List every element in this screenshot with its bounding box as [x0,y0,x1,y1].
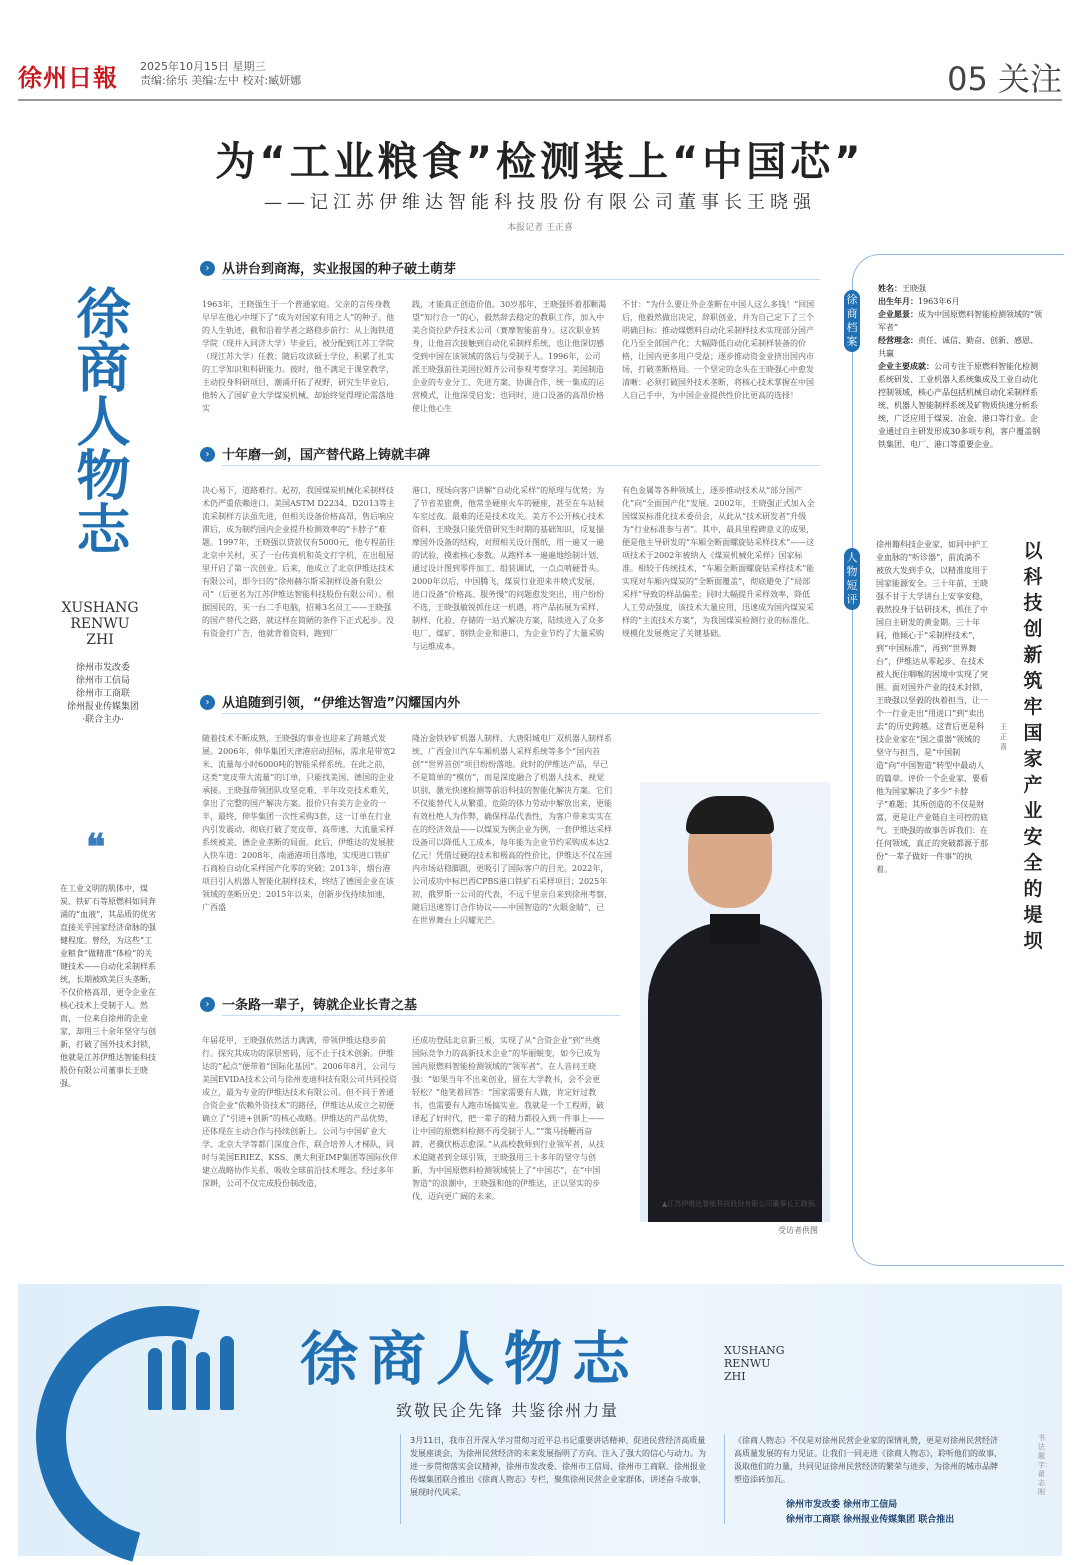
quote-mark-icon: ❝ [86,826,106,868]
body-text: 隆冶金铁砂矿机器人制样、大唐阳城电厂双机器人制样系统、广西金川汽车车厢机器人采样系统等多个“国内首创”“世界首创”项目纷纷落地。此时的伊维达产品，早已不是简单的“模仿”，而是深度融合了机器人技术、视觉识别、激光快速检测等前沿科技的智能化解决方案。它们不仅能替代人从繁重、危险的体力劳动中解放出来，更能有效杜绝人为作弊，确保样品代表性，为客户带来实实在在的经济效益——以煤炭为例企业为例，一套伊维达采样设备可以降低人工成本，每年能为企业节约采购成本达2亿元！凭借过硬的技术和极高的性价比，伊维达不仅在国内市场站稳脚跟，更吸引了国际客户的目光。2022年，公司成功中标巴西CPBS港口铁矿石采样项目；2025年初，俄罗斯一公司的代表，不远千里亲自来到徐州考察，随后迅速签订合作协议——中国智造的“火眼金睛”，已在世界舞台上闪耀光芒。 [412,734,612,925]
organizer-line: 徐州市工商联 徐州报业传媒集团 联合推出 [786,1515,955,1525]
profile-value: 责任、诚信、勤奋、创新、感恩、共赢 [878,336,1038,358]
person-icon [220,1336,234,1410]
profile-value: 王晓强 [902,284,926,293]
column-pinyin: XUSHANG RENWU ZHI [61,600,139,648]
article-headline: 为“工业粮食”检测装上“中国芯” [215,139,865,185]
body-text: 有色金属等各种领域上，逐步推动技术从“部分国产化”向“全面国产化”发展。2002年，王晓强正式加入全国煤炭标准化技术委员会，从此从“技术研发者”升级为“行业标准参与者”。其中，最具里程碑意义的成果，便是他主导研发的“车厢全断面螺旋钻采样技术”——这项技术于2002年被纳入《煤炭机械化采样》国家标准。相较于传统技术，“车厢全断面螺旋钻采样技术”能实现对车厢内煤炭的“全断面覆盖”，彻底避免了“局部采样”导致的样品偏差；同时大幅提升采样效率，降低人工劳动强度，该技术大量应用，迅速成为国内煤炭采样的“主流技术方案”，为我国煤炭检测行业的标准化、规模化发展奠定了关键基础。 [622,486,815,638]
comment-text: 徐州籍科技企业家，如同中护工业血脉的“听诊器”，前流淌不被放大发到手众，以精准度用于国家能源安全。三十年前，王晓强不甘于大学讲台上安享安稳，毅然投身于钻研技术，抓住了中国自主研发的黄金期。三十年间，他倾心于“采制样技术”，到“中国标准”，再到“世界舞台”，伊维达从零起步、在技术被人扼住咽喉的困境中实现了突围。面对国外产业的技术封锁，王晓强以坚毅的执着担当，让一个一行业走出“用进口”到“卖出去”的历史跨越。这背后更是科技企业家在“国之重器”领域的坚守与担当，是“中国制造”向“中国智造”转型中最动人的篇章。评价一个企业家，要看他为国家解决了多少“卡脖子”难题；其所创造的不仅是财富，更是让产业链自主可控的底气。王晓强的故事告诉我们：在任何领域，真正的突破都源于那份“一辈子做好一件事”的执着。 [876,540,988,874]
profile-label: 经营理念： [878,336,918,345]
section-header-1 [200,258,820,280]
section-header-3 [200,692,820,714]
calligraphy-credit: 书法题字：翟志刚 [1038,1434,1052,1496]
profile-value: 成为中国原燃料智能检测领域的“领军者” [878,310,1043,332]
section-rule [222,1015,620,1016]
tab-short-comment: 人物短评 [844,548,860,610]
body-text: 还成功登陆北京新三板，实现了从“合资企业”到“共奠国际竞争力的高新技术企业”的华丽蜕变，如今已成为国内原燃料智能检测领域的“领军者”。在人音问王晓强：“如果当年不出来创业，留在大学教书，会不会更轻松？”他笑着回答：“国家需要有人做，肯定好过教书，也需要有人跑市场搞实业。我就是一个工程师，破译起了好时代，把一辈子的精力都投入到一件事上——让中国的原燃料检测不再受制于人。”“策马扬鞭再奋蹄，老骥伏枥志愈深。”从高校教师到行业领军者，从技术追随者到全球引领，王晓强用三十多年的坚守与创新，为中国原燃料检测领域装上了“中国芯”，在“中国智造”的浪潮中，王晓强和他的伊维达，正以坚实的步伐，迈向更广阔的未来。 [412,1036,605,1201]
banner-divider [724,1434,725,1524]
photo-credit: 受访者供图 [778,1226,818,1235]
profile-row [878,334,1044,360]
section-title: 十年磨一剑，国产替代路上铸就丰碑 [222,448,431,463]
banner-slogan: 致敬民企先锋 共鉴徐州力量 [396,1401,620,1420]
person-icon [172,1340,186,1410]
body-text: 践，才能真正创造价值。30岁那年，王晓强怀着那颗渴望“知行合一”的心，毅然辞去稳定的教职工作，加入中美合资拉萨乔技术公司（赛摩智能前身）。这次职业转身，让他首次接触到自动化采制样系统，也让他深切感受到中国在该领域的落后与受制于人。1996年，公司派王晓强前往美国拉姆齐公司参观考察学习。美国制造企业的专业分工、先进方案、协调合作，统一集成的运营模式，让他深受启发；也同时，进口设备的高昂价格使让他心生 [412,300,607,413]
sponsor-item: 徐州市发改委 [75,663,130,673]
portrait-collar [710,914,760,944]
tab-profile-archive: 徐商档案 [844,290,860,352]
sponsor-item: 徐州市工商联 [75,689,130,699]
body-text: 年届花甲，王晓强依然活力满满，带领伊维达稳步前行。探究其成功的深层密码，远不止于技术创新。伊维达的“起点”便带着“国际化基因”。2006年8月，公司与美国EVIDA技术公司与徐州麦迪科技有限公司共同投资成立，最为专业的伊维达技术有限公司。但不同于普通合资企业“依赖外资技术”的路径，伊维达从成立之初便确立了“引进+创新”的核心战略。伊维达的产品优势，还体现在主动合作与持续创新上。公司与中国矿业大学、北京大学等都门深度合作，联合培养人才梯队，同时与美国ERIEZ、KSS、澳大利亚IMP集团等国际伙伴建立战略协作关系，吸收全球前沿技术理念。经过多年深耕，公司不仅完成股份制改造， [202,1036,398,1188]
body-text: 随着技术不断成熟，王晓强的事业也迎来了跨越式发展。2006年，伸华集团天津港启动招标，需求是带宽2米、流量每小时6000吨的智能采样系统。在此之前，这类“宽皮带大流量”的订单，只能找美国、德国的企业承接。王晓强带领团队攻坚克难，半年攻克技术难关，拿出了完整的国产解决方案。报价只有美方企业的一半，最终，伸华集团一次性采购3套，这一订单在行业内引发震动，彻底打破了宽皮带、高带速、大流量采样系统被美、德企业垄断的局面。此后，伊维达的发展驶入快车道：2008年，南通港项目落地，实现进口铁矿石商检自动化采样国产化零的突破；2013年，烟台港项目引入机器人智能化制样技术，终结了德国企业在该领域的垄断历史；2015年以来，创新步伐持续加速，广西盛 [202,734,396,912]
comment-title: 以科技创新筑牢国家产业安全的堤坝 [1023,540,1043,952]
section-rule [222,713,820,714]
portrait-suit [648,922,822,1222]
organizer-line: 徐州市发改委 徐州市工信局 [786,1500,898,1510]
sponsor-item: ·联合主办· [82,715,124,725]
issue-meta [140,60,301,88]
profile-row [878,282,1044,295]
byline: 本报记者 王正喜 [507,223,573,233]
sponsor-item: 徐州报业传媒集团 [66,702,139,712]
banner-outro: 《徐商人物志》不仅是对徐州民营企业家的深情礼赞，更是对徐州民营经济高质量发展的有力见证。让我们一同走进《徐商人物志》，聆听他们的故事，汲取他们的力量，共同见证徐州民营经济的繁荣与进步，为徐州的城市品牌塑造添砖加瓦。 [734,1436,1002,1484]
profile-row [878,295,1044,308]
banner-pinyin: XUSHANG RENWU ZHI [724,1344,785,1383]
person-icon [148,1348,162,1410]
body-text: 1963年，王晓强生于一个普通家庭。父亲的言传身教早早在他心中埋下了“成为对国家有用之人”的种子。他的人生轨迹，截和沿着学者之路稳步前行：从上海铁道学院（现并入同济大学）毕业后，被分配到江苏工学院（现江苏大学）任教；随后攻读硕士学位，积累了扎实的工学知识和科研能力。彼时，他不满足于课堂教学，主动投身科研项目，潮涌开拓了视野，研究生毕业后，他转入了国矿业大学煤炭机械、却始终觉得理论需落地实 [202,300,395,413]
profile-label: 姓名： [878,284,902,293]
column-brand [60,250,140,648]
portrait-hair [686,796,774,834]
banner-title: 徐商人物志 [300,1325,641,1393]
profile-row [878,308,1044,334]
chevron-right-icon: › [200,261,215,276]
profile-card [878,282,1044,451]
sponsor-item: 徐州市工信局 [75,676,130,686]
banner-intro: 3月11日，我市召开深入学习贯彻习近平总书记重要讲话精神、促进民营经济高质量发展座谈会，为徐州民营经济的未来发展指明了方向、注入了强大的信心与动力。为进一步贯彻落实会议精神，徐州市发改委、徐州市工信局、徐州市工商联、徐州报业传媒集团联合推出《徐商人物志》专栏，聚焦徐州民营企业家群体，讲述奋斗故事，展现时代风采。 [410,1436,706,1497]
lead-paragraph: 在工业文明的肌体中，煤炭、铁矿石等原燃料如同奔涌的“血液”，其品质的优劣直接关乎国家经济命脉的强健程度。曾经，为这些“工业粮食”做精准“体检”的关键技术——自动化采制样系统，长期被欧美巨头垄断，不仅价格高昂，更令企业在核心技术上受制于人。然而，一位来自徐州的企业家，却用三十余年坚守与创新，打破了国外技术封锁，他就是江苏伊维达智能科技股份有限公司董事长王晓强。 [60,884,157,1088]
profile-value: 公司专注于原燃料智能化检测系统研发、工业机器人系统集成及工业自动化控制领域，核心产品包括机械自动化采制样系统、机器人智能制样系统及矿物质快速分析系统，广泛应用于煤炭、冶金、港口等行业。企业通过自主研发形成30多项专利，客户覆盖钢铁集团、电厂、港口等重要企业。 [878,362,1041,449]
chevron-right-icon: › [200,695,215,710]
section-rule [222,465,820,466]
section-rule [222,279,820,280]
section-title: 从讲台到商海，实业报国的种子破土萌芽 [222,262,457,277]
column-banner [18,1284,1062,1556]
section-header-2 [200,444,820,466]
chevron-right-icon: › [200,447,215,462]
column-sponsors [58,662,148,727]
profile-label: 出生年月： [878,297,918,306]
banner-divider [400,1434,401,1524]
banner-organizers [786,1498,954,1528]
editor-credits: 责编:徐乐 美编:左中 校对:臧妍娜 [140,74,302,87]
page-number-section: 05 关注 [947,60,1062,98]
body-text: 港口，现场向客户讲解“自动化采样”的原理与优势；为了节省差旅费，他常坐硬座火车的硬座，甚至在车站候车室过夜。最难的还是技术攻关。美方不公开核心技术资料，王晓强只能凭借研究生时期的基础知识，反复揣摩国外设备的结构，对照相关设计图纸，用一遍又一遍的试验，摸索核心参数。从跑样本一遍遍地绘制计划、通过设计图到零件加工、组装调试，一点点啃硬骨头。2000年以后，中国腾飞，煤炭行业迎来井喷式发展，进口设备“价格高、服务慢”的问题愈发突出，用户纷纷不选，王晓强敏锐抓住这一机遇，将产品拓展为采样、制样、化验、存储的一站式解决方案，陆续进入了众多电厂、煤矿、钢铁企业和港口，为企业节约了大量采购与运维成本。 [412,486,605,651]
photo-caption: ▲江苏伊维达智能科技股份有限公司董事长王晓强。 [662,1200,822,1208]
profile-value: 1963年6月 [918,297,960,306]
profile-row [878,360,1044,451]
banner-arc [0,1258,344,1565]
newspaper-logo: 徐州日報 [18,63,118,92]
masthead [18,58,1062,98]
issue-date: 2025年10月15日 星期三 [140,60,266,73]
profile-label: 企业主要成就： [878,362,934,371]
body-text: 决心易下，道路难行。起初，我国煤炭机械化采制样技术仍严重依赖进口。美国ASTM D2234、D2013等主流采制样方法虽先进，但相关设备价格高昂，售后响应滞后，成为制约国内企业提升检测效率的“卡脖子”难题。1997年，王晓强以贷款仅有5000元，他专程前往北京中关村，买了一台传真机和英文打字机，在出租屋里开启了第一次创业。后来，他成立了北京伊维达技术有限公司，即今日的“徐州赫尔斯采制样设备有限公司”（后更名为江苏伊维达智能科技股份有限公司）。根据国民的，买一台二手电脑，招募3名员工——王晓强的国产替代之路，就这样在简陋的条件下正式起步。没有资金打广告，他就背着资料，跑到厂 [202,486,395,638]
profile-label: 企业愿景： [878,310,918,319]
masthead-rule [18,99,1062,101]
body-text: 不甘：“为什么要让外企垄断在中国人这么多钱！”回国后，他毅然做出决定，辞职创业，并为自己定下了三个明确目标：推动煤燃料自动化采制样技术实现部分国产化乃至全部国产化；大幅降低自动化采制样装备的价格，让国内更多用户受益；逐步推动资金业挤出国内市场，打破垄断格局。一个坚定的念头在王晓强心中愈发清晰：必须打破国外技术垄断，将核心技术掌握在中国人自己手中，为中国企业提供性价比更高的选择！ [622,300,815,400]
section-title: 一条路一辈子，铸就企业长青之基 [222,998,418,1013]
section-title: 从追随到引领，“伊维达智造”闪耀国内外 [222,696,461,711]
people-silhouette-icon [138,1330,258,1410]
chevron-right-icon: › [200,997,215,1012]
column-title: 徐商人物志 [68,285,132,555]
comment-author: 王正喜 [1000,723,1007,751]
portrait-photo [640,782,830,1222]
person-icon [196,1352,210,1410]
article-subhead: ——记江苏伊维达智能科技股份有限公司董事长王晓强 [264,192,816,213]
